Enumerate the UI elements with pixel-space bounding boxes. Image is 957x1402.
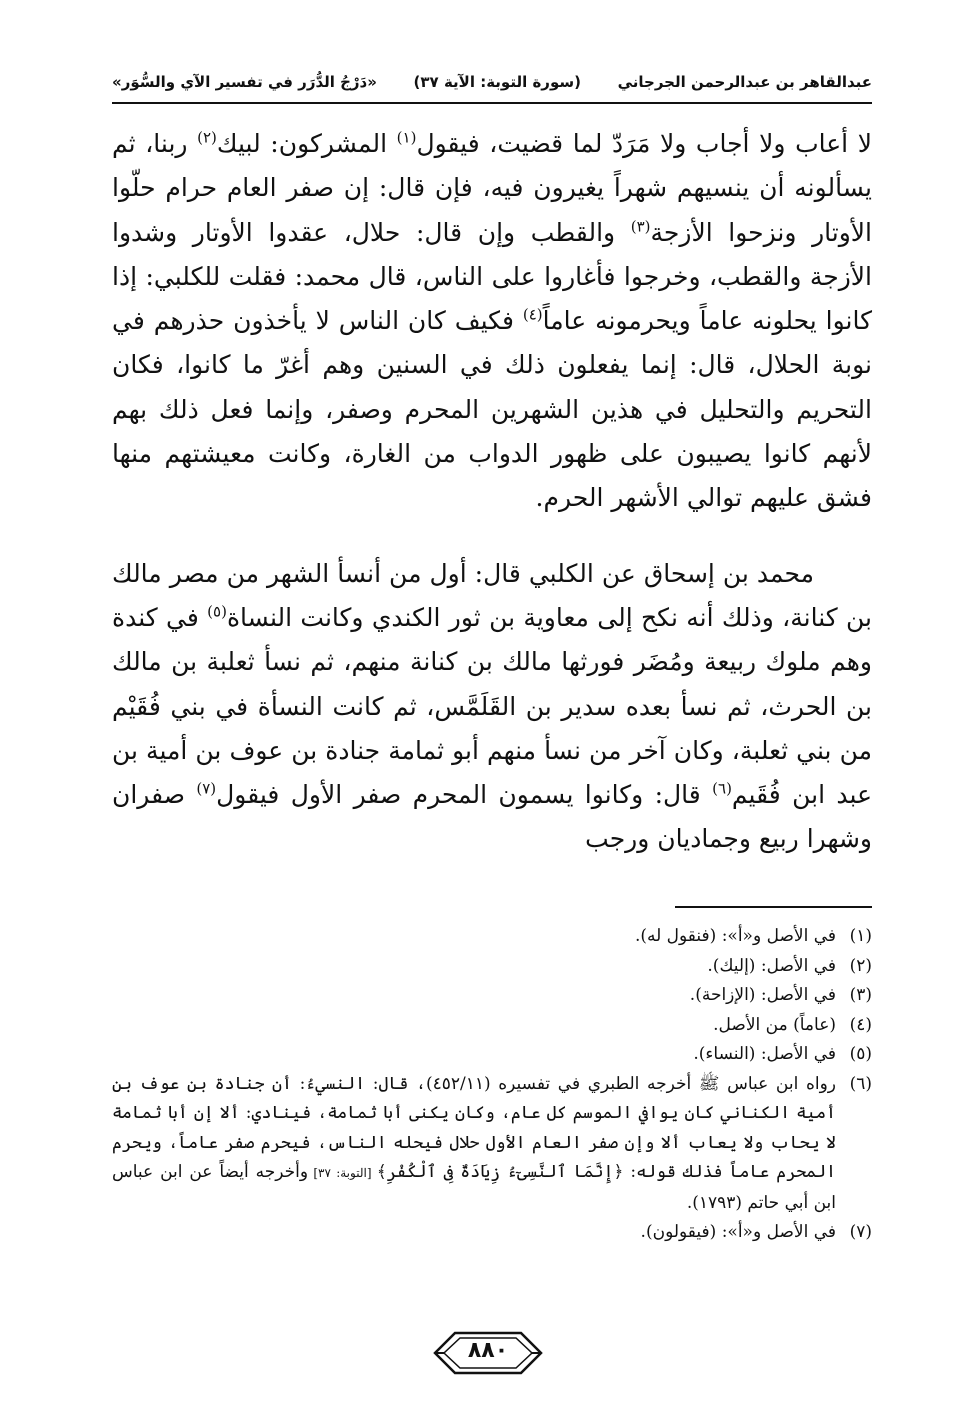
footnote-item bbox=[112, 1070, 872, 1219]
text-run: فكيف كان الناس لا يأخذون حذرهم في نوبة الحلال، قال: إنما يفعلون ذلك في السنين وهم أغرّ ما كانوا، فكان التحريم والتحليل في هذين الشهرين المحرم وصفر، وإنما فعل ذلك بهم لأنهم كانوا يصيبون على ظهور الدواب من الغارة، وكانت معيشتهم منها فشق عليهم توالي الأشهر الحرم. bbox=[112, 306, 872, 513]
page-number: ٨٨٠ bbox=[467, 1338, 509, 1363]
footnote-number: (٧) bbox=[849, 1222, 872, 1242]
text-run: رواه ابن عباس ﷺ أخرجه الطبري في تفسيره (٤٥٢/١١)، قال: النسيءُ: أن جنادة بن عوف بن أمية الكناني كان يوافي الموسم كل عام، وكان يكنى أبا ثمامة، فينادي: ألا إن أبا ثمامة لا يحاب ولا يعاب ألا وإن صفر العام الأول حلال فيحله الناس، فيحرم صفر عاماً، ويحرم المحرم عاماً فذلك قوله: bbox=[112, 1073, 837, 1182]
footnote-reference[interactable]: (٧) bbox=[196, 779, 217, 798]
header-book-title: «دَرْجُ الدُّرَر في تفسير الآي والسُّوَر» bbox=[112, 73, 377, 91]
page-number-ornament bbox=[433, 1331, 543, 1375]
footnote-reference[interactable]: (٣) bbox=[630, 217, 651, 236]
footnote-divider bbox=[675, 906, 872, 908]
text-run: المشركون: لبيك bbox=[216, 129, 397, 158]
footnote-item bbox=[112, 922, 872, 952]
text-run: قال: وكانوا يسمون المحرم صفر الأول فيقول bbox=[216, 780, 713, 810]
text-run: في كندة وهم ملوك ربيعة ومُضَر فورثها مالك بن كنانة منهم، ثم نسأ ثعلبة بن مالك بن الحرث، ثم نسأ بعده سدير بن القَلَمَّس، ثم كانت النسأة في بني فُقَيْم من بني ثعلبة، وكان آخر من نسأ منهم أبو ثمامة جنادة بن عوف بن أمية بن عبد ابن فُقَيم bbox=[112, 602, 872, 810]
footnote-reference[interactable]: (٥) bbox=[207, 602, 227, 621]
footnote-item bbox=[112, 1011, 872, 1041]
running-header bbox=[112, 66, 872, 98]
paragraph bbox=[112, 122, 872, 521]
footnote-number: (٣) bbox=[849, 985, 872, 1005]
footnote-item bbox=[112, 981, 872, 1011]
footnote-text bbox=[112, 1070, 836, 1219]
footnote-number: (٥) bbox=[849, 1044, 872, 1064]
footnote-reference[interactable]: (٢) bbox=[197, 128, 217, 147]
footnote-number: (٦) bbox=[849, 1073, 872, 1094]
footnote-text: في الأصل و«أ»: (فيقولون). bbox=[640, 1222, 836, 1242]
text-run: صفران وشهرا ربيع وجماديان ورجب bbox=[112, 780, 872, 854]
footnote-item bbox=[112, 1040, 872, 1070]
footnote-number: (٢) bbox=[849, 955, 872, 976]
footnote-number: (١) bbox=[849, 926, 872, 946]
footnote-text: في الأصل: (النساء). bbox=[693, 1044, 836, 1064]
footnote-text: في الأصل: (إليك). bbox=[707, 955, 836, 976]
footnote-reference[interactable]: (١) bbox=[396, 128, 417, 147]
footnote-item bbox=[112, 952, 872, 982]
header-location: (سورة التوبة: الآية ٣٧) bbox=[413, 73, 581, 91]
citation-label: [التوبة: ٣٧] bbox=[308, 1166, 377, 1180]
footnote-number: (٤) bbox=[849, 1014, 872, 1035]
footnote-text: في الأصل و«أ»: (فنقول له). bbox=[634, 926, 836, 946]
text-run: وأخرجه أيضاً عن ابن عباس ابن أبي حاتم (١٧٩٣). bbox=[112, 1162, 836, 1213]
footnote-text: (عاماً) من الأصل. bbox=[713, 1014, 836, 1035]
header-divider bbox=[112, 102, 872, 104]
main-text bbox=[112, 122, 872, 862]
text-run: لا أعاب ولا أجاب ولا مَرَدّ لما قضيت، فيقول bbox=[416, 129, 872, 158]
text-run: ربنا، ثم يسألونه أن ينسيهم شهراً يغيرون فيه، فإن قال: إن صفر العام حرام حلّوا الأوتار ونزحوا الأزجة bbox=[112, 129, 872, 247]
text-run: ﴿إِنَّمَا ٱلنَّسِىٓءُ زِيَادَةٌ فِى ٱلْكُفْرِ﴾ bbox=[376, 1162, 624, 1182]
footnotes-list bbox=[112, 922, 872, 1248]
paragraph bbox=[112, 552, 872, 862]
text-run: والقطب وإن قال: حلال، عقدوا الأوتار وشدوا الأزجة والقطب، وخرجوا فأغاروا على الناس، قال محمد: فقلت للكلبي: إذا كانوا يحلونه عاماً ويحرمونه عاماً bbox=[112, 217, 872, 336]
footnote-item bbox=[112, 1218, 872, 1248]
text-run: محمد بن إسحاق عن الكلبي قال: أول من أنسأ الشهر من مصر مالك بن كنانة، وذلك أنه نكح إلى معاوية بن ثور الكندي وكانت النساة bbox=[112, 558, 872, 632]
footnote-text: في الأصل: (الإزاحة). bbox=[689, 985, 836, 1005]
footnote-reference[interactable]: (٤) bbox=[522, 305, 543, 324]
header-author: عبدالقاهر بن عبدالرحمن الجرجاني bbox=[617, 73, 872, 91]
footnote-reference[interactable]: (٦) bbox=[712, 779, 732, 798]
